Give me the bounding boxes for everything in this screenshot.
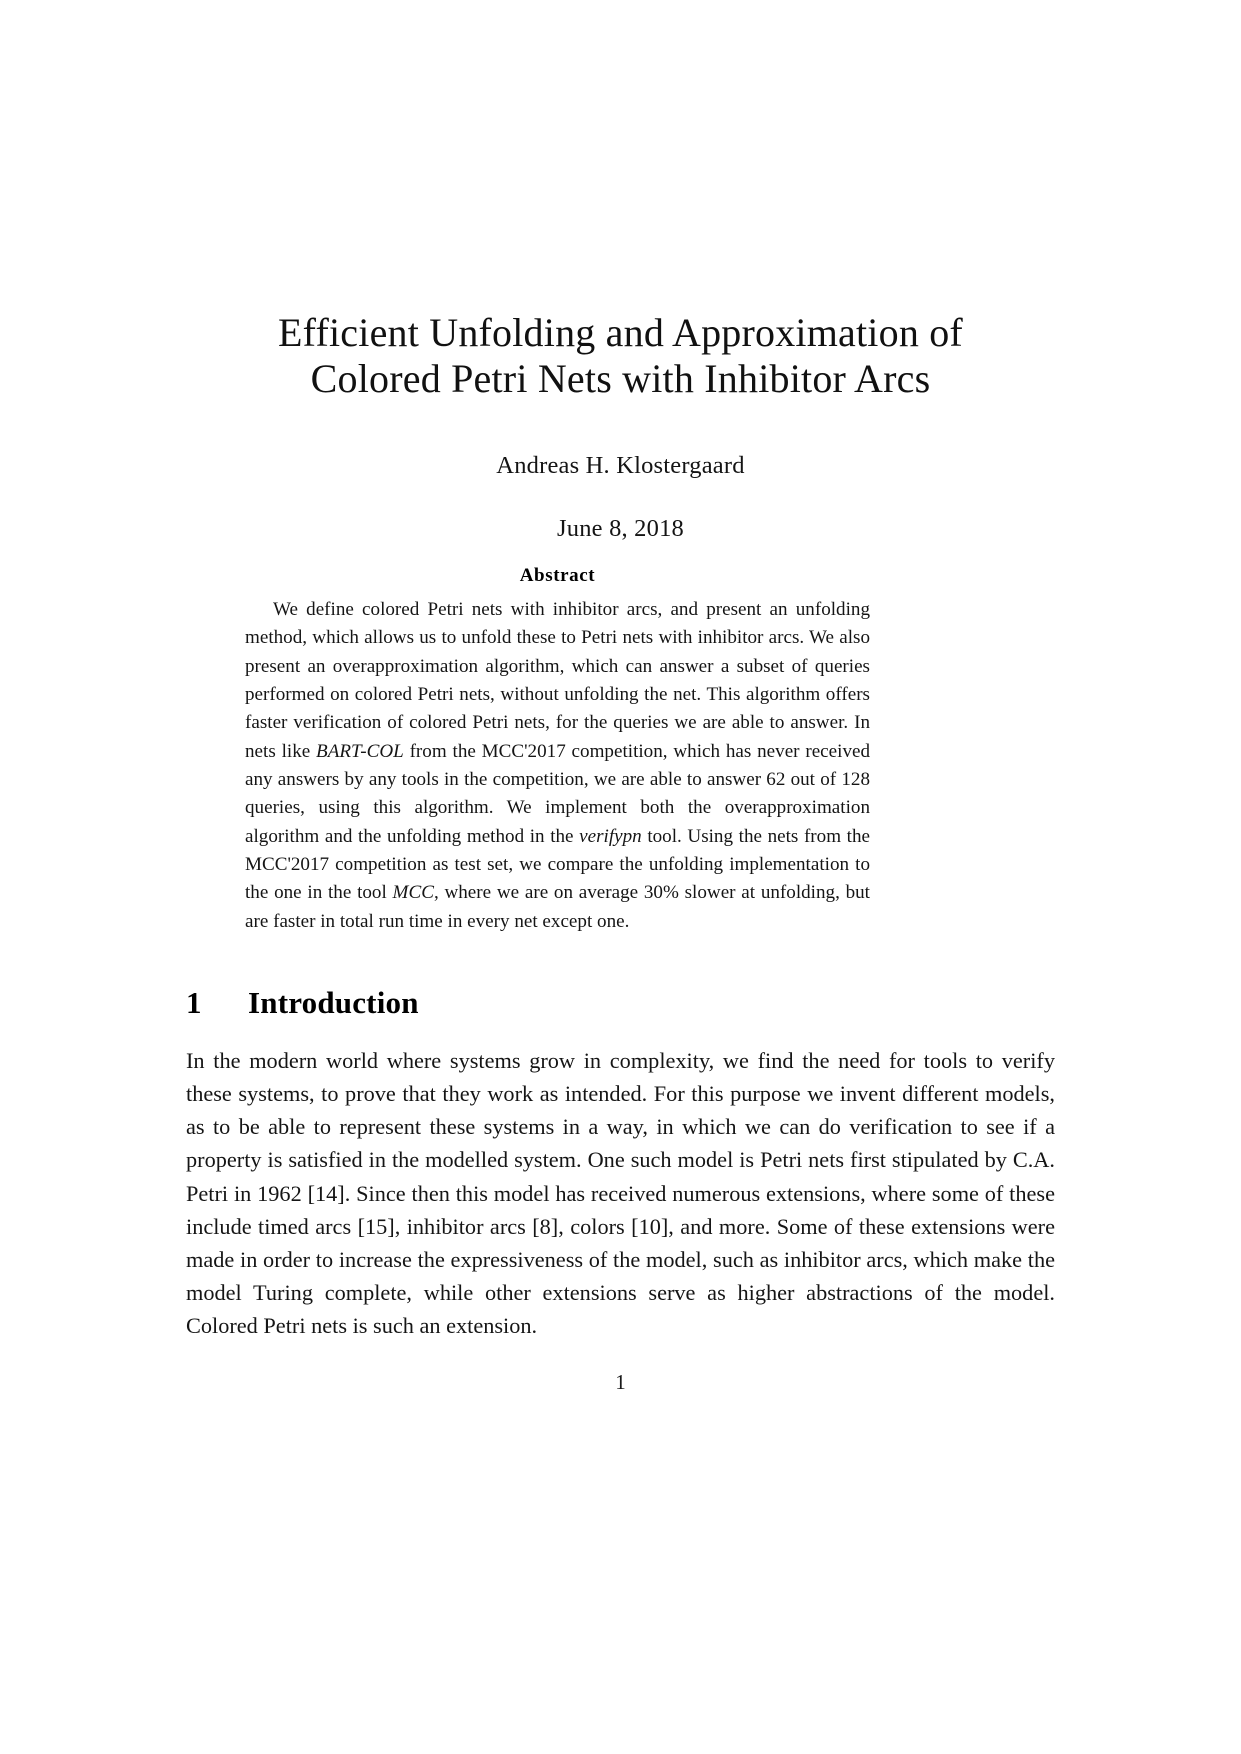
abstract-body [245, 596, 870, 936]
citation-8[interactable]: [8] [532, 1213, 559, 1239]
abstract-text-1: We define colored Petri nets with inhibitor arcs, and present an unfolding method, which allows us to unfold these to Petri nets with inhibitor arcs. We also present an overapproximation algorithm, which can answer a subset of queries performed on colored Petri nets, without unfolding the net. This algorithm offers faster verification of colored Petri nets, for the queries we are able to answer. In nets like [245, 599, 870, 762]
author-name: Andreas H. Klostergaard [496, 451, 745, 479]
abstract-emphasis-mcc: MCC [392, 882, 434, 904]
intro-text-5: , and more. Some of these extensions were made in order to increase the expressiveness of the model, such as inhibitor arcs, which make the model Turing complete, while other extensions serve as higher abstractions of the model. Colored Petri nets is such an extension. [186, 1213, 1055, 1339]
section-number: 1 [186, 985, 202, 1020]
title-block [186, 310, 1055, 544]
title-line-1: Efficient Unfolding and Approximation of [278, 310, 963, 355]
intro-text-3: , inhibitor arcs [394, 1213, 533, 1239]
abstract-emphasis-verifypn: verifypn [579, 825, 642, 847]
abstract-text-4: , where we are on average 30% slower at unfolding, but are faster in total run time in every net except one. [245, 882, 870, 932]
citation-15[interactable]: [15] [357, 1213, 395, 1239]
abstract-text-2: from the MCC'2017 competition, which has never received any answers by any tools in the competition, we are able to answer 62 out of 128 queries, using this algorithm. We implement both the overapproximation algorithm and the unfolding method in the [245, 740, 871, 847]
intro-text-1: In the modern world where systems grow in complexity, we find the need for tools to verify these systems, to prove that they work as intended. For this purpose we invent different models, as to be able to represent these systems in a way, in which we can do verification to see if a property is satisfied in the modelled system. One such model is Petri nets first stipulated by C.A. Petri in 1962 [186, 1048, 1055, 1206]
introduction-paragraph [186, 1044, 1055, 1342]
intro-text-2: . Since then this model has received numerous extensions, where some of these include timed arcs [186, 1180, 1055, 1239]
title-line-2: Colored Petri Nets with Inhibitor Arcs [310, 356, 931, 402]
section-title: Introduction [248, 985, 419, 1020]
section-heading-introduction [186, 985, 1055, 1021]
page-number: 1 [615, 1370, 626, 1394]
abstract-emphasis-bartcol: BART-COL [316, 740, 404, 762]
abstract-heading: Abstract [519, 565, 596, 586]
publication-date: June 8, 2018 [557, 515, 684, 543]
abstract-text-3: tool. Using the nets from the MCC'2017 competition as test set, we compare the unfolding implementation to the one in the tool [245, 825, 871, 904]
abstract-section [245, 565, 870, 936]
intro-text-4: , colors [558, 1213, 632, 1239]
citation-14[interactable]: [14] [307, 1180, 345, 1206]
citation-10[interactable]: [10] [631, 1213, 669, 1239]
page-title [186, 310, 1055, 403]
